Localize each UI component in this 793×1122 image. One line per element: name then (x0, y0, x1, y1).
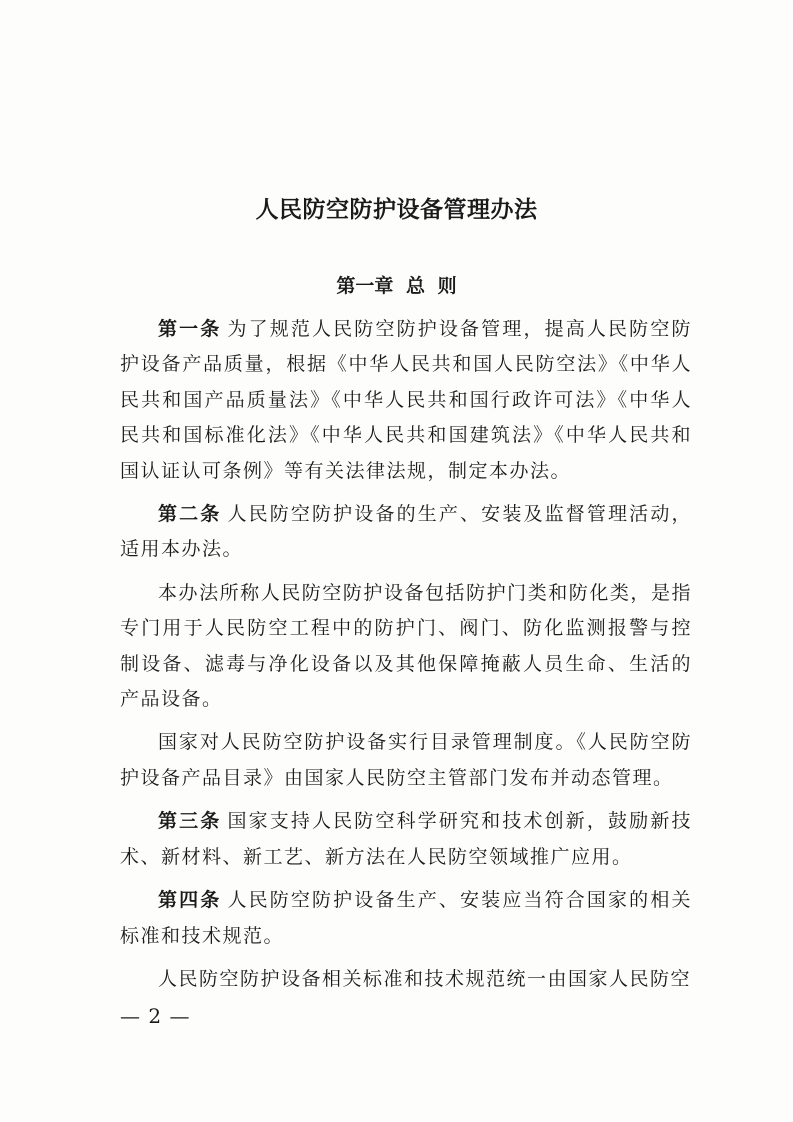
article-number: 第一条 (158, 318, 222, 340)
paragraph-standards (120, 962, 692, 997)
paragraph-text: 为了规范人民防空防护设备管理，提高人民防空防护设备产品质量，根据《中华人民共和国人民防空法》《中华人民共和国产品质量法》《中华人民共和国行政许可法》《中华人民共和国标准化法》《中华人民共和国建筑法》《中华人民共和国认证认可条例》等有关法律法规，制定本办法。 (120, 318, 692, 482)
paragraph-text: 人民防空防护设备相关标准和技术规范统一由国家人民防空 (158, 967, 692, 990)
paragraph-text: 人民防空防护设备的生产、安装及监督管理活动，适用本办法。 (120, 503, 692, 561)
paragraph-text: 人民防空防护设备生产、安装应当符合国家的相关标准和技术规范。 (120, 889, 692, 947)
article-number: 第二条 (158, 503, 222, 526)
document-body (120, 312, 692, 1005)
article-number: 第三条 (158, 810, 222, 833)
paragraph-article-1 (120, 312, 692, 489)
paragraph-catalog-system (120, 725, 692, 796)
paragraph-text: 国家对人民防空防护设备实行目录管理制度。《人民防空防护设备产品目录》由国家人民防空主管部门发布并动态管理。 (120, 731, 692, 789)
article-number: 第四条 (158, 889, 222, 912)
chapter-title: 第一章 总 则 (336, 275, 457, 297)
paragraph-text: 本办法所称人民防空防护设备包括防护门类和防化类，是指专门用于人民防空工程中的防护门、阀门、防化监测报警与控制设备、滤毒与净化设备以及其他保障掩蔽人员生命、生活的产品设备。 (120, 581, 692, 711)
paragraph-article-3 (120, 804, 692, 875)
paragraph-article-2 (120, 497, 692, 568)
paragraph-scope-definition (120, 576, 692, 718)
page-number: — 2 — (120, 1004, 191, 1028)
document-title: 人民防空防护设备管理办法 (255, 197, 538, 223)
paragraph-article-4 (120, 883, 692, 954)
paragraph-text: 国家支持人民防空科学研究和技术创新，鼓励新技术、新材料、新工艺、新方法在人民防空领域推广应用。 (120, 810, 692, 868)
